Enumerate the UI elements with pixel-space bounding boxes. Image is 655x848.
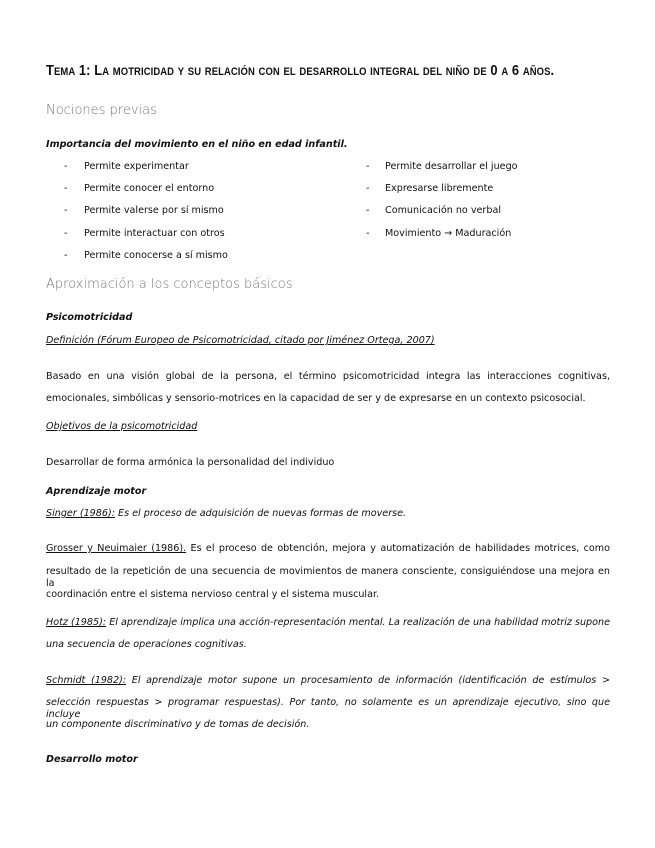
citation-text: Es el proceso de adquisición de nuevas formas de moverse. xyxy=(114,508,407,519)
bullet-dash: - xyxy=(64,161,68,172)
citation: Hotz (1985): xyxy=(46,617,107,628)
paragraph-line: Basado en una visión global de la persona, el término psicomotricidad integra las interacciones cognitivas, xyxy=(46,371,610,382)
paragraph-line: una secuencia de operaciones cognitivas. xyxy=(46,639,247,650)
citation-text: Es el proceso de obtención, mejora y automatización de habilidades motrices, como xyxy=(186,543,610,554)
heading-desarrollo-motor: Desarrollo motor xyxy=(46,754,138,765)
citation: Singer (1986): xyxy=(46,508,115,519)
definicion-label: Definición (Fórum Europeo de Psicomotricidad, citado por Jiménez Ortega, 2007) xyxy=(46,335,435,346)
bullet-dash: - xyxy=(64,250,68,261)
objetivos-label: Objetivos de la psicomotricidad xyxy=(46,421,198,432)
citation-text: El aprendizaje motor supone un procesamiento de información (identificación de estímulos > xyxy=(126,675,610,686)
page-title: Tema 1: La motricidad y su relación con el desarrollo integral del niño de 0 a 6 años. xyxy=(46,62,555,79)
list-item: Expresarse libremente xyxy=(385,183,494,194)
paragraph-line: selección respuestas > programar respuestas). Por tanto, no solamente es un aprendizaje ejecutivo, sino que incluye xyxy=(46,697,610,720)
list-item: Permite conocer el entorno xyxy=(84,183,215,194)
heading-aprendizaje-motor: Aprendizaje motor xyxy=(46,486,147,497)
paragraph-line: resultado de la repetición de una secuencia de movimientos de manera consciente, consiguiéndose una mejora en la xyxy=(46,566,610,589)
paragraph-line: coordinación entre el sistema nervioso central y el sistema muscular. xyxy=(46,589,380,600)
bullet-dash: - xyxy=(366,161,370,172)
section-heading-aproximacion: Aproximación a los conceptos básicos xyxy=(46,277,293,292)
bullet-dash: - xyxy=(64,228,68,239)
list-item: Permite desarrollar el juego xyxy=(385,161,518,172)
list-item: Permite conocerse a sí mismo xyxy=(84,250,228,261)
bullet-dash: - xyxy=(366,205,370,216)
heading-psicomotricidad: Psicomotricidad xyxy=(46,312,133,323)
bullet-dash: - xyxy=(366,228,370,239)
list-item: Permite interactuar con otros xyxy=(84,228,225,239)
citation: Schmidt (1982): xyxy=(46,675,127,686)
list-item: Permite valerse por sí mismo xyxy=(84,205,224,216)
singer-paragraph xyxy=(46,508,406,520)
grosser-paragraph xyxy=(46,543,610,555)
list-item: Permite experimentar xyxy=(84,161,189,172)
paragraph-line: emocionales, simbólicas y sensorio-motrices en la capacidad de ser y de expresarse en un contexto psicosocial. xyxy=(46,393,586,404)
section-heading-nociones: Nociones previas xyxy=(46,103,157,118)
bullet-dash: - xyxy=(366,183,370,194)
hotz-paragraph xyxy=(46,617,610,629)
subheading-importancia: Importancia del movimiento en el niño en edad infantil. xyxy=(46,139,348,150)
paragraph-line: un componente discriminativo y de tomas de decisión. xyxy=(46,719,310,730)
bullet-dash: - xyxy=(64,183,68,194)
citation: Grosser y Neuimaier (1986). xyxy=(46,543,187,554)
schmidt-paragraph xyxy=(46,675,610,687)
citation-text: El aprendizaje implica una acción-representación mental. La realización de una habilidad motriz supone xyxy=(106,617,610,628)
bullet-dash: - xyxy=(64,205,68,216)
list-item: Movimiento → Maduración xyxy=(385,228,512,239)
list-item: Comunicación no verbal xyxy=(385,205,501,216)
objetivos-text: Desarrollar de forma armónica la personalidad del individuo xyxy=(46,457,335,468)
